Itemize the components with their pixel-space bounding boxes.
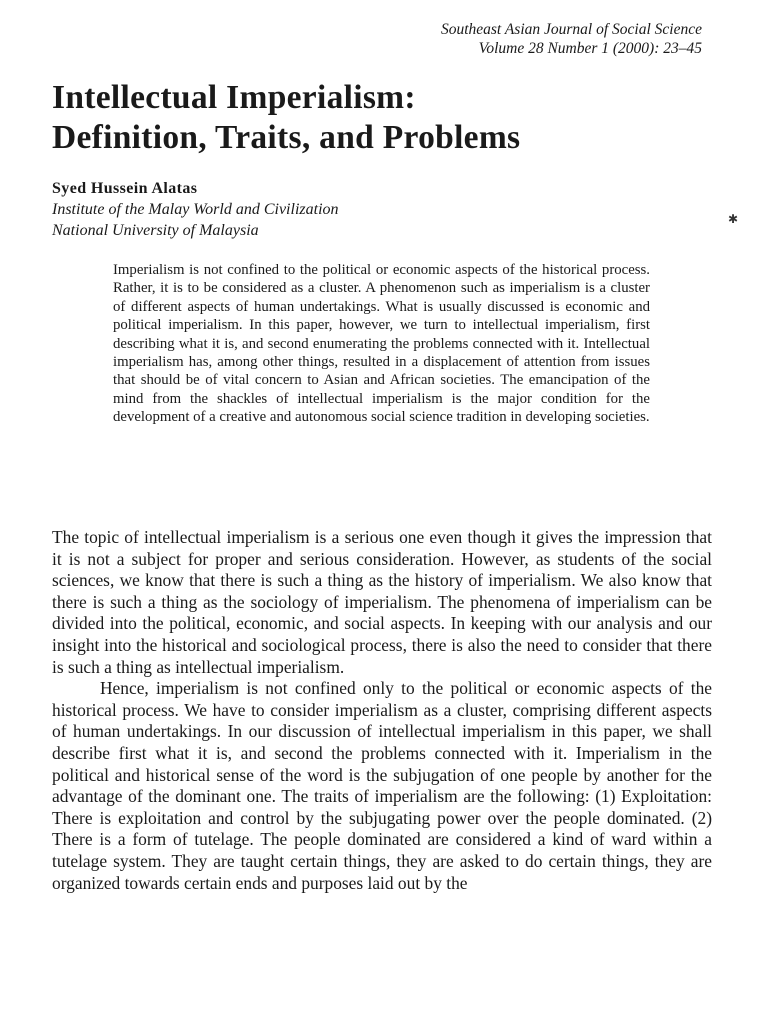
byline xyxy=(52,178,339,241)
title-line-1: Intellectual Imperialism: xyxy=(52,79,416,116)
journal-name: Southeast Asian Journal of Social Science xyxy=(440,21,702,38)
journal-header xyxy=(441,20,702,58)
journal-volume: Volume 28 Number 1 (2000): 23–45 xyxy=(478,40,702,57)
title-line-2: Definition, Traits, and Problems xyxy=(52,119,521,156)
affiliation-institute: Institute of the Malay World and Civilization xyxy=(52,201,339,218)
author-name: Syed Hussein Alatas xyxy=(52,180,198,197)
article-title xyxy=(52,78,732,158)
body-paragraph-1: The topic of intellectual imperialism is a serious one even though it gives the impression that it is not a subject for proper and serious consideration. However, as students of the social sciences, we know that there is such a thing as the history of imperialism. We also know that there is such a thing as the sociology of imperialism. The phenomena of imperialism can be divided into the political, economic, and social aspects. In keeping with our analysis and our insight into the historical and sociological process, there is also the need to consider that there is such a thing as intellectual imperialism. xyxy=(52,527,712,677)
body-paragraph-2: Hence, imperialism is not confined only to the political or economic aspects of the historical process. We have to consider imperialism as a cluster, comprising different aspects of human undertakings. In our discussion of intellectual imperialism in this paper, we shall describe first what it is, and second the problems connected with it. Imperialism in the political and historical sense of the word is the subjugation of one people by another for the advantage of the dominant one. The traits of imperialism are the following: (1) Exploitation: There is exploitation and control by the subjugating power over the people dominated. (2) There is a form of tutelage. The people dominated are considered a kind of ward within a tutelage system. They are taught certain things, they are asked to do certain things, they are organized towards certain ends and purposes laid out by the xyxy=(52,678,712,893)
abstract: Imperialism is not confined to the political or economic aspects of the historical process. Rather, it is to be considered as a cluster. A phenomenon such as imperialism is a cluster of different aspects of human undertakings. What is usually discussed is economic and political imperialism. In this paper, however, we turn to intellectual imperialism, first describing what it is, and second enumerating the problems connected with it. Intellectual imperialism has, among other things, resulted in a displacement of attention from issues that should be of vital concern to Asian and African societies. The emancipation of the mind from the shackles of intellectual imperialism is the major condition for the development of a creative and autonomous social science tradition in developing societies. xyxy=(113,262,650,426)
body-text xyxy=(52,527,712,894)
scan-speck: ✱ xyxy=(727,212,738,226)
affiliation-university: National University of Malaysia xyxy=(52,222,259,239)
